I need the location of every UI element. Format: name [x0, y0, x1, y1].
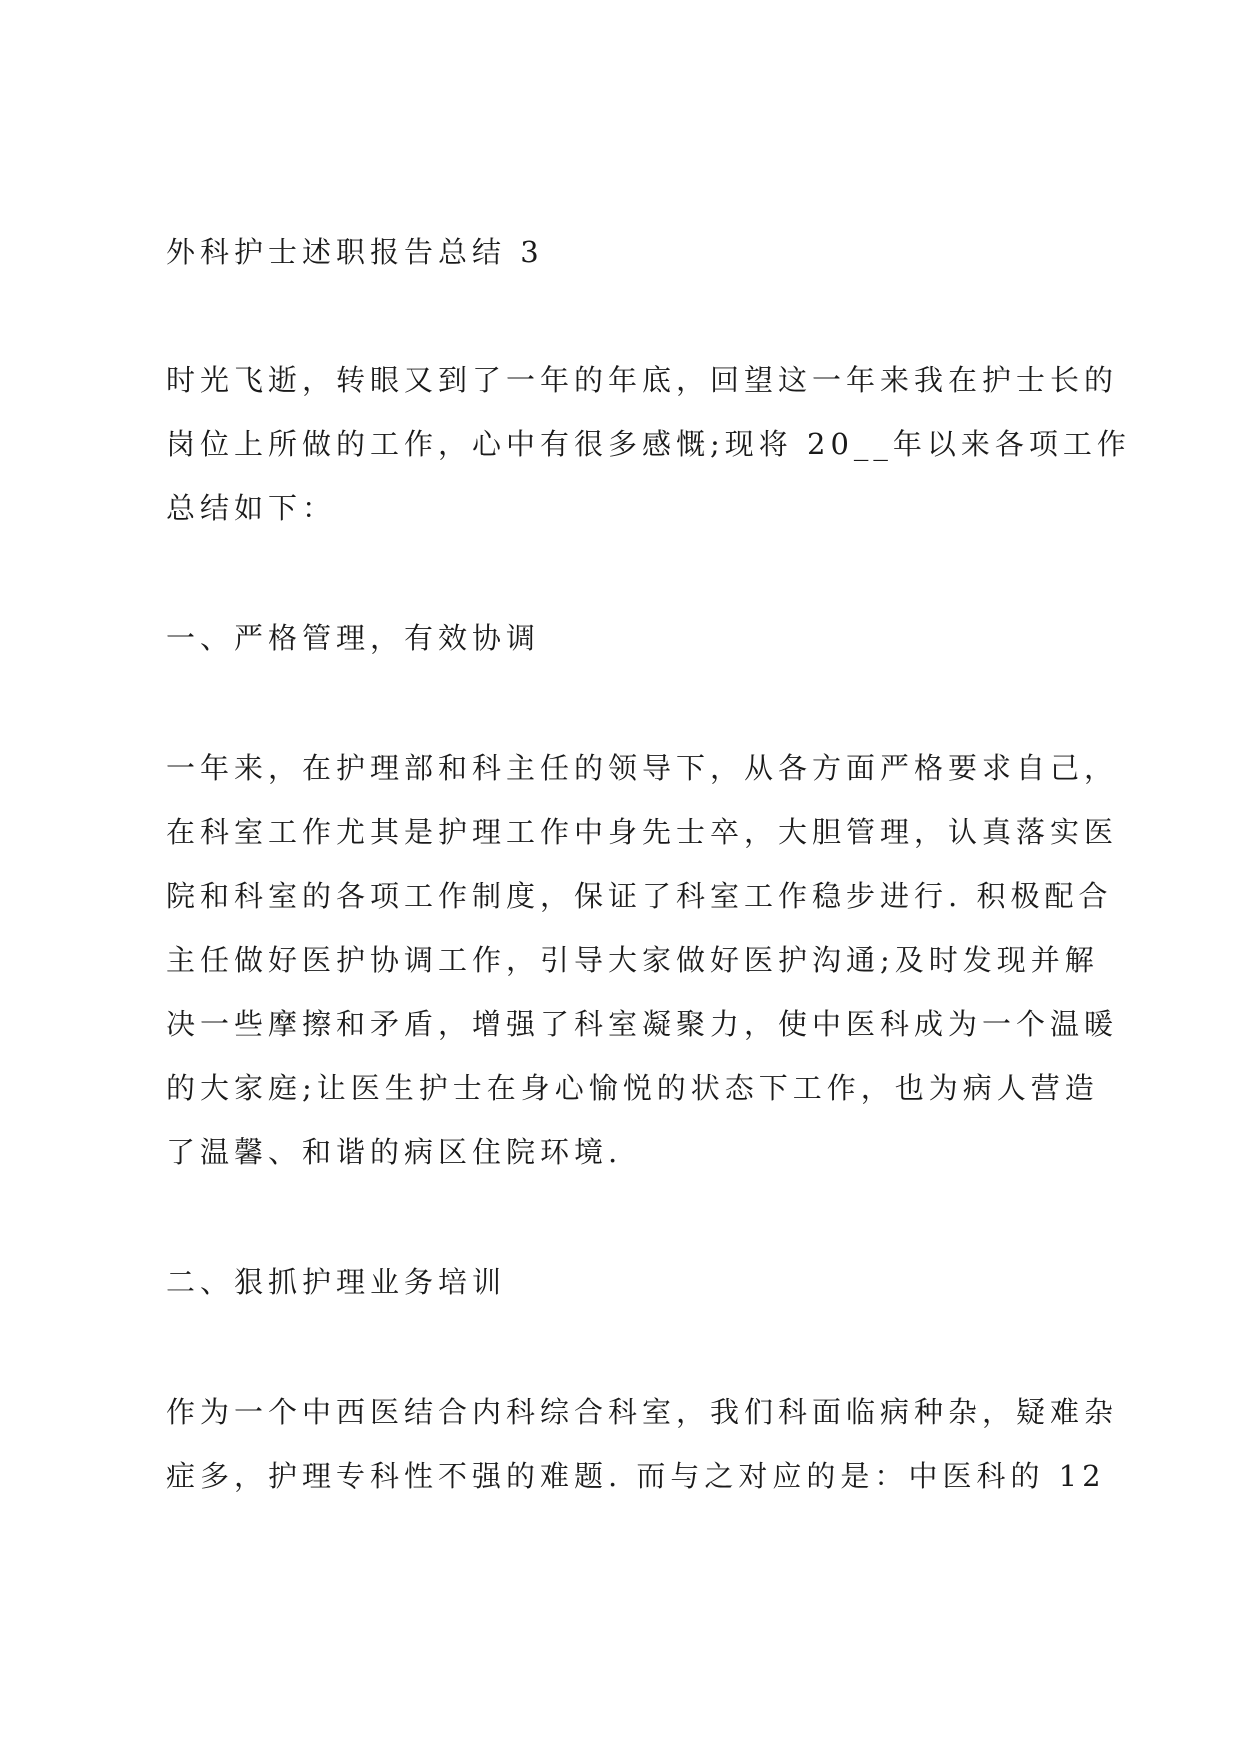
paragraph-line: 院和科室的各项工作制度，保证了科室工作稳步进行. 积极配合	[166, 879, 1113, 913]
paragraph-line: 总结如下：	[166, 491, 337, 525]
paragraph-line: 了温馨、和谐的病区住院环境.	[166, 1135, 623, 1169]
paragraph-line: 一年来，在护理部和科主任的领导下，从各方面严格要求自己，	[166, 751, 1119, 785]
paragraph-line: 时光飞逝，转眼又到了一年的年底，回望这一年来我在护士长的	[166, 363, 1119, 397]
paragraph-line: 作为一个中西医结合内科综合科室，我们科面临病种杂，疑难杂	[166, 1395, 1119, 1429]
section-heading: 一、严格管理，有效协调	[166, 621, 541, 655]
paragraph-line: 岗位上所做的工作，心中有很多感慨;现将 20__年以来各项工作	[166, 427, 1131, 461]
paragraph-line: 症多，护理专科性不强的难题. 而与之对应的是：中医科的 12	[166, 1459, 1106, 1493]
section-heading: 二、狠抓护理业务培训	[166, 1265, 507, 1299]
paragraph-line: 主任做好医护协调工作，引导大家做好医护沟通;及时发现并解	[166, 943, 1099, 977]
paragraph-line: 在科室工作尤其是护理工作中身先士卒，大胆管理，认真落实医	[166, 815, 1119, 849]
paragraph-line: 决一些摩擦和矛盾，增强了科室凝聚力，使中医科成为一个温暖	[166, 1007, 1119, 1041]
document-title: 外科护士述职报告总结 3	[166, 235, 544, 269]
paragraph-line: 的大家庭;让医生护士在身心愉悦的状态下工作，也为病人营造	[166, 1071, 1099, 1105]
